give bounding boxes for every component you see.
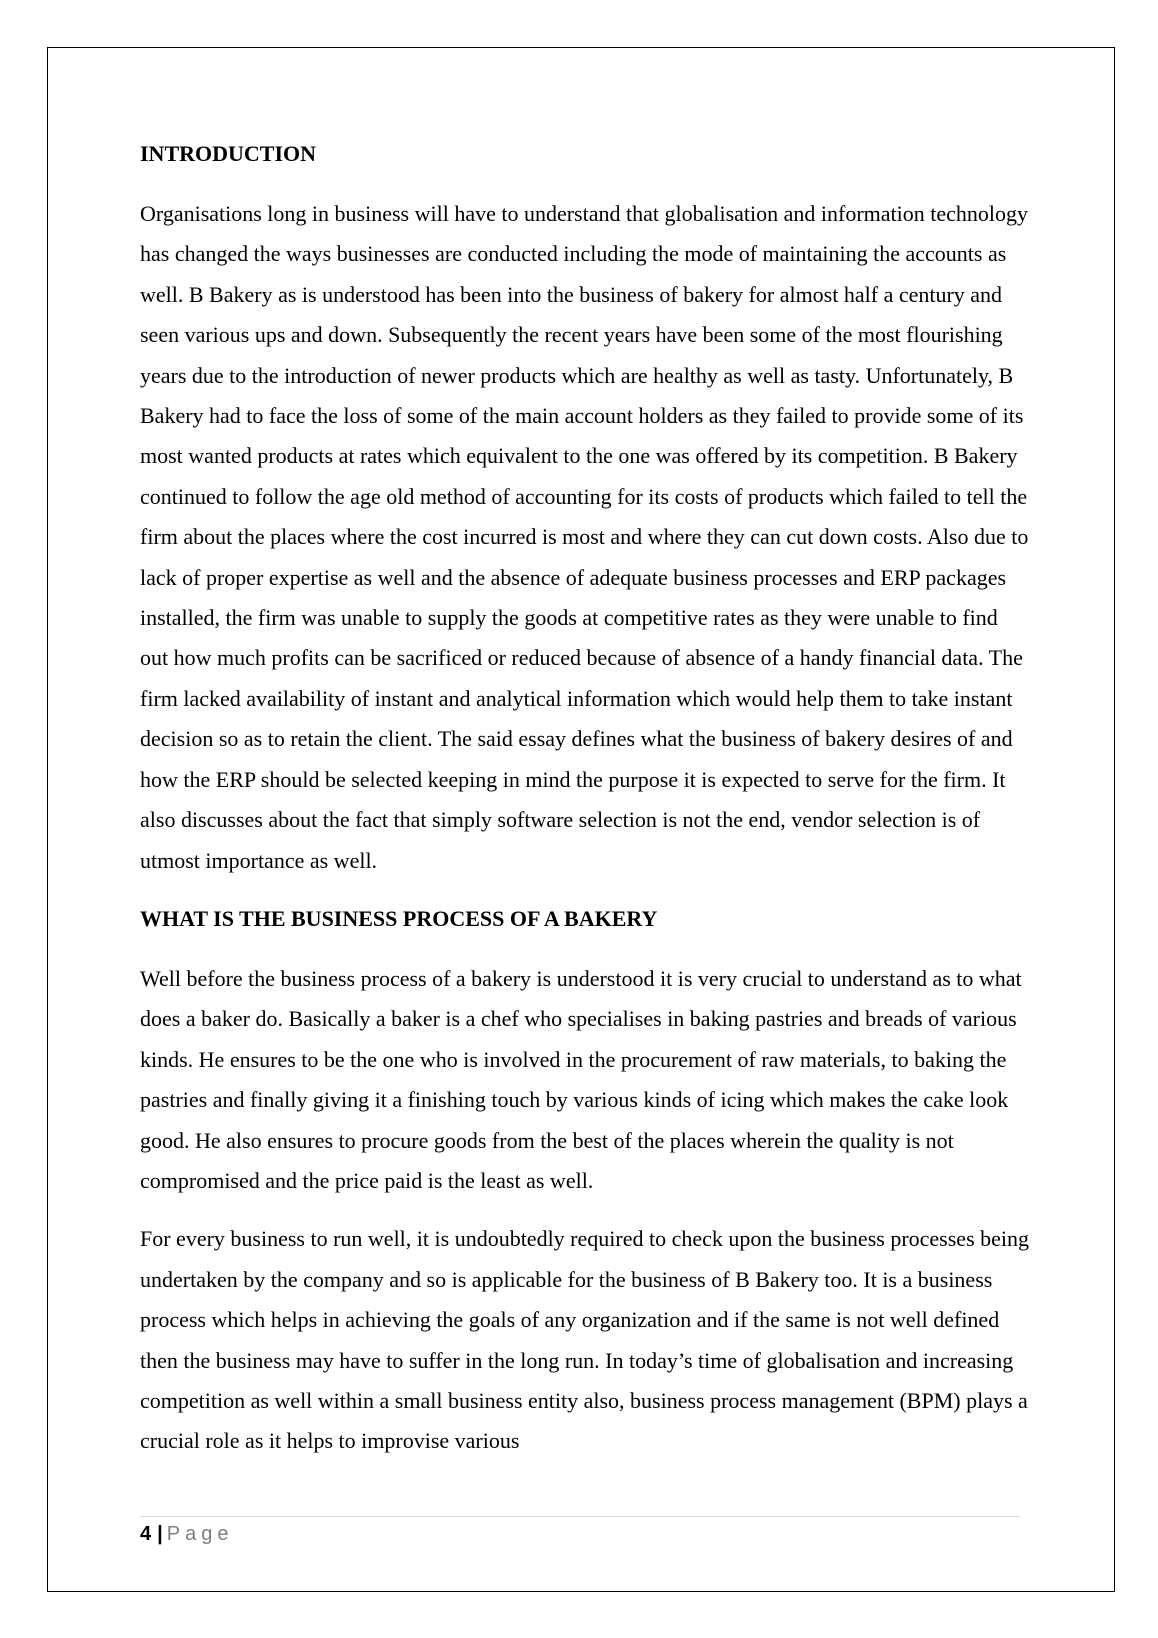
footer-separator: | xyxy=(157,1523,163,1545)
page-footer xyxy=(140,1516,1020,1547)
business-process-paragraph-1: Well before the business process of a bakery is understood it is very crucial to understand as to what does a baker do. Basically a baker is a chef who specialises in baking pastries and breads of various kinds. He ensures to be the one who is involved in the procurement of raw materials, to baking the pastries and finally giving it a finishing touch by various kinds of icing which makes the cake look good. He also ensures to procure goods from the best of the places wherein the quality is not compromised and the price paid is the least as well. xyxy=(140,965,1022,1193)
business-process-heading: WHAT IS THE BUSINESS PROCESS OF A BAKERY xyxy=(140,905,658,931)
page-label: Page xyxy=(166,1523,234,1545)
document-body xyxy=(140,134,1030,1462)
business-process-paragraph-2: For every business to run well, it is undoubtedly required to check upon the business processes being undertaken by the company and so is applicable for the business of B Bakery too. It is a business process which helps in achieving the goals of any organization and if the same is not well defined then the business may have to suffer in the long run. In today’s time of globalisation and increasing competition as well within a small business entity also, business process management (BPM) plays a crucial role as it helps to improvise various xyxy=(140,1226,1030,1454)
intro-paragraph: Organisations long in business will have to understand that globalisation and information technology has changed the ways businesses are conducted including the mode of maintaining the accounts as well. B Bakery as is understood has been into the business of bakery for almost half a century and seen various ups and down. Subsequently the recent years have been some of the most flourishing years due to the introduction of newer products which are healthy as well as tasty. Unfortunately, B Bakery had to face the loss of some of the main account holders as they failed to provide some of its most wanted products at rates which equivalent to the one was offered by its competition. B Bakery continued to follow the age old method of accounting for its costs of products which failed to tell the firm about the places where the cost incurred is most and where they can cut down costs. Also due to lack of proper expertise as well and the absence of adequate business processes and ERP packages installed, the firm was unable to supply the goods at competitive rates as they were unable to find out how much profits can be sacrificed or reduced because of absence of a handy financial data. The firm lacked availability of instant and analytical information which would help them to take instant decision so as to retain the client. The said essay defines what the business of bakery desires of and how the ERP should be selected keeping in mind the purpose it is expected to serve for the firm. It also discusses about the fact that simply software selection is not the end, vendor selection is of utmost importance as well. xyxy=(140,201,1029,873)
intro-heading: INTRODUCTION xyxy=(140,141,317,166)
page-number: 4 xyxy=(140,1523,152,1545)
